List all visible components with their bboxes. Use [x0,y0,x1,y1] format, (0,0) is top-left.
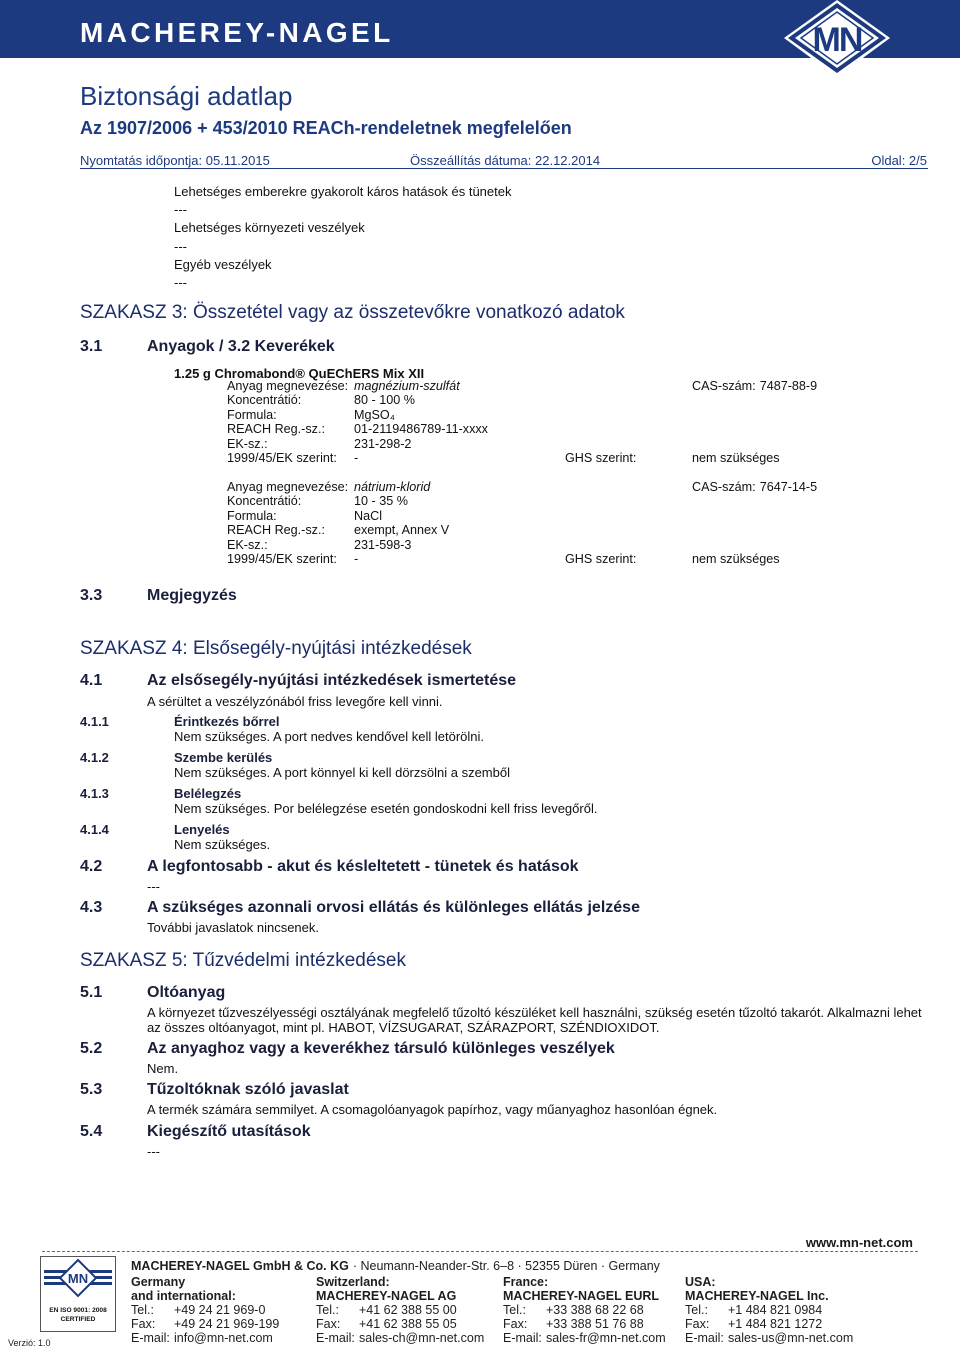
iso-standard-text: EN ISO 9001: 2008 [49,1307,107,1314]
first-aid-item [80,786,940,801]
subsection-title: Kiegészítő utasítások [147,1123,311,1140]
classification-row [227,552,927,566]
subsection-text: --- [147,1144,160,1159]
subsection-number: 3.1 [80,338,103,355]
hazard-text: --- [174,275,187,291]
subsection-4-2 [80,858,940,878]
office-heading: USA: [685,1275,716,1289]
mn-logo [775,0,900,80]
cas-value: 7647-14-5 [759,480,818,494]
subsection-4-1 [80,672,940,692]
subsection-3-1 [80,338,940,358]
concentration-label: Koncentrátió: [227,393,302,408]
subsection-title: Az anyaghoz vagy a keverékhez társuló különleges veszélyek [147,1040,615,1057]
item-number: 4.1.1 [80,714,109,729]
cas-number [692,379,817,393]
cas-value: 7487-88-9 [759,379,818,393]
reach-row [227,523,927,537]
subsection-number: 4.3 [80,899,103,916]
fax-value: +49 24 21 969-199 [174,1317,280,1331]
formula-label: Formula: [227,508,277,523]
eu-classification-value: - [354,551,359,566]
ek-value: 231-598-3 [354,537,412,552]
ek-row [227,538,927,552]
hazard-text: --- [174,238,187,254]
hazard-heading: Egyéb veszélyek [174,256,272,272]
office-fax [685,1317,853,1331]
tel-value: +33 388 68 22 68 [546,1303,644,1317]
hazard-text: --- [174,202,187,218]
cas-label: CAS-szám: [692,379,756,393]
office-phone [503,1303,666,1317]
footer-divider [42,1251,918,1252]
subsection-title: A szükséges azonnali orvosi ellátás és különleges ellátás jelzése [147,899,640,916]
substance-name: magnézium-szulfát [354,379,460,393]
office-fax [503,1317,666,1331]
subsection-number: 5.4 [80,1123,103,1140]
subsection-number: 5.3 [80,1081,103,1098]
office-subheading: MACHEREY-NAGEL Inc. [685,1289,829,1303]
substance-name: nátrium-klorid [354,480,431,494]
item-text: Nem szükséges. Por belélegzése esetén gondoskodni kell friss levegőről. [174,801,598,816]
concentration-value: 80 - 100 % [354,393,415,408]
print-date: Nyomtatás időpontja: 05.11.2015 [80,153,270,168]
reach-value: exempt, Annex V [354,523,450,538]
fax-label: Fax: [685,1317,710,1331]
office-email [131,1331,279,1345]
concentration-value: 10 - 35 % [354,494,408,509]
website: www.mn-net.com [805,1235,913,1250]
subsection-text: A sérültet a veszélyzónából friss levegőre kell vinni. [147,694,443,709]
classification-row [227,451,927,465]
eu-classification-label: 1999/45/EK szerint: [227,450,337,465]
section-2-tail [174,183,511,292]
subsection-text: --- [147,879,160,894]
brand-wordmark: MACHEREY-NAGEL [80,17,394,48]
company-name: MACHEREY-NAGEL GmbH & Co. KG [131,1259,349,1273]
formula-value: NaCl [354,508,382,523]
item-title: Belélegzés [174,786,242,801]
hazard-heading: Lehetséges emberekre gyakorolt káros hatások és tünetek [174,184,512,199]
office-usa [685,1275,853,1345]
mn-logo-text: MN [812,21,862,59]
formula-value: MgSO₄ [354,407,395,422]
formula-row [227,509,927,523]
ghs-value: nem szükséges [692,551,780,566]
subsection-text: A termék számára semmilyet. A csomagolóanyagok papírhoz, vagy műanyaghoz hasonlóan égnek. [147,1102,718,1117]
email-label: E-mail: [685,1331,724,1345]
compiled-date: Összeállítás dátuma: 22.12.2014 [410,153,601,168]
subsection-title: Oltóanyag [147,984,226,1001]
office-subheading: MACHEREY-NAGEL AG [316,1289,457,1303]
tel-value: +41 62 388 55 00 [359,1303,457,1317]
office-phone [316,1303,484,1317]
first-aid-item [80,750,940,765]
subsection-title: Megjegyzés [147,587,237,604]
formula-label: Formula: [227,407,277,422]
ek-row [227,437,927,451]
subsection-5-4 [80,1123,940,1143]
ghs-label: GHS szerint: [565,551,637,566]
subsection-3-3 [80,587,940,607]
formula-row [227,408,927,422]
subsection-title: A legfontosabb - akut és késleltetett - tünetek és hatások [147,858,579,875]
iso-logo-text: MN [67,1271,89,1286]
reach-row [227,422,927,436]
item-text: Nem szükséges. A port könnyel ki kell dörzsölni a szemből [174,765,510,780]
reach-value: 01-2119486789-11-xxxx [354,422,488,437]
email-value: sales-fr@mn-net.com [546,1331,666,1345]
subsection-number: 4.2 [80,858,103,875]
subsection-number: 3.3 [80,587,103,604]
subsection-number: 4.1 [80,672,103,689]
ghs-value: nem szükséges [692,450,780,465]
email-label: E-mail: [131,1331,170,1345]
email-value: info@mn-net.com [174,1331,273,1345]
office-fax [316,1317,484,1331]
eu-classification-label: 1999/45/EK szerint: [227,551,337,566]
subsection-number: 5.1 [80,984,103,1001]
office-germany [131,1275,279,1345]
item-text: Nem szükséges. A port nedves kendővel kell letörölni. [174,729,485,744]
office-phone [685,1303,853,1317]
item-title: Lenyelés [174,822,230,837]
concentration-label: Koncentrátió: [227,494,302,509]
section-5-title: SZAKASZ 5: Tűzvédelmi intézkedések [80,950,406,971]
office-phone [131,1303,279,1317]
subsection-text-line: az összes oltóanyagot, mint pl. HABOT, VÍZSUGARAT, SZÁRAZPORT, SZÉNDIOXIDOT. [147,1020,660,1035]
cas-label: CAS-szám: [692,480,756,494]
eu-classification-value: - [354,450,359,465]
email-label: E-mail: [316,1331,355,1345]
subsection-text-line: A környezet tűzveszélyességi osztályának megfelelő tűzoltó készüléket kell használni, szükség esetén tűzoltó takarót. Alkalmazni lehet [147,1005,922,1020]
office-heading: Switzerland: [316,1275,390,1289]
office-email [316,1331,484,1345]
subsection-4-3 [80,899,940,919]
header-divider [80,168,928,169]
office-france [503,1275,666,1345]
office-email [685,1331,853,1345]
office-switzerland [316,1275,484,1345]
office-email [503,1331,666,1345]
substance-name-row [227,480,927,494]
document-title: Biztonsági adatlap [80,81,293,111]
email-value: sales-ch@mn-net.com [359,1331,485,1345]
section-3-title: SZAKASZ 3: Összetétel vagy az összetevőkre vonatkozó adatok [80,302,625,323]
subsection-5-2 [80,1040,940,1060]
ek-value: 231-298-2 [354,436,412,451]
first-aid-item [80,822,940,837]
subsection-title: Tűzoltóknak szóló javaslat [147,1081,349,1098]
tel-value: +1 484 821 0984 [728,1303,823,1317]
ghs-label: GHS szerint: [565,450,637,465]
substance-name-label: Anyag megnevezése: [227,379,349,393]
fax-value: +33 388 51 76 88 [546,1317,644,1331]
reach-label: REACH Reg.-sz.: [227,422,325,437]
first-aid-item [80,714,940,729]
office-subheading: and international: [131,1289,236,1303]
cas-number [692,480,817,494]
concentration-row [227,494,927,508]
substance-block [227,480,927,566]
product-name: 1.25 g Chromabond® QuEChERS Mix XII [174,366,425,381]
fax-label: Fax: [503,1317,528,1331]
page-number: Oldal: 2/5 [871,153,927,168]
ek-label: EK-sz.: [227,436,268,451]
office-heading: France: [503,1275,549,1289]
email-label: E-mail: [503,1331,542,1345]
section-4-title: SZAKASZ 4: Elsősegély-nyújtási intézkedések [80,638,472,659]
document-subtitle: Az 1907/2006 + 453/2010 REACh-rendeletnek megfelelően [80,118,572,138]
substance-name-row [227,379,927,393]
iso-certified-text: CERTIFIED [60,1316,96,1323]
reach-label: REACH Reg.-sz.: [227,523,325,538]
fax-label: Fax: [316,1317,341,1331]
company-address [131,1259,660,1273]
tel-label: Tel.: [316,1303,339,1317]
concentration-row [227,393,927,407]
tel-label: Tel.: [131,1303,154,1317]
email-value: sales-us@mn-net.com [728,1331,854,1345]
tel-label: Tel.: [685,1303,708,1317]
substance-name-label: Anyag megnevezése: [227,480,349,494]
street-address: · Neumann-Neander-Str. 6–8 · 52355 Düren · Germany [352,1259,660,1273]
hazard-heading: Lehetséges környezeti veszélyek [174,220,365,236]
subsection-5-1 [80,984,940,1004]
ek-label: EK-sz.: [227,537,268,552]
tel-label: Tel.: [503,1303,526,1317]
office-subheading: MACHEREY-NAGEL EURL [503,1289,660,1303]
subsection-number: 5.2 [80,1040,103,1057]
item-number: 4.1.2 [80,750,109,765]
item-number: 4.1.3 [80,786,109,801]
version-label: Verzió: 1.0 [8,1338,51,1348]
office-fax [131,1317,279,1331]
fax-value: +1 484 821 1272 [728,1317,823,1331]
item-number: 4.1.4 [80,822,109,837]
tel-value: +49 24 21 969-0 [174,1303,266,1317]
fax-value: +41 62 388 55 05 [359,1317,457,1331]
subsection-title: Anyagok / 3.2 Keverékek [147,338,335,355]
item-title: Szembe kerülés [174,750,273,765]
subsection-text: Nem. [147,1061,179,1076]
subsection-text: További javaslatok nincsenek. [147,920,319,935]
item-title: Érintkezés bőrrel [174,714,280,729]
subsection-title: Az elsősegély-nyújtási intézkedések ismertetése [147,672,517,689]
office-heading: Germany [131,1275,186,1289]
iso-certification-seal [40,1256,116,1332]
subsection-5-3 [80,1081,940,1101]
item-text: Nem szükséges. [174,837,271,852]
fax-label: Fax: [131,1317,156,1331]
substance-block [227,379,927,465]
